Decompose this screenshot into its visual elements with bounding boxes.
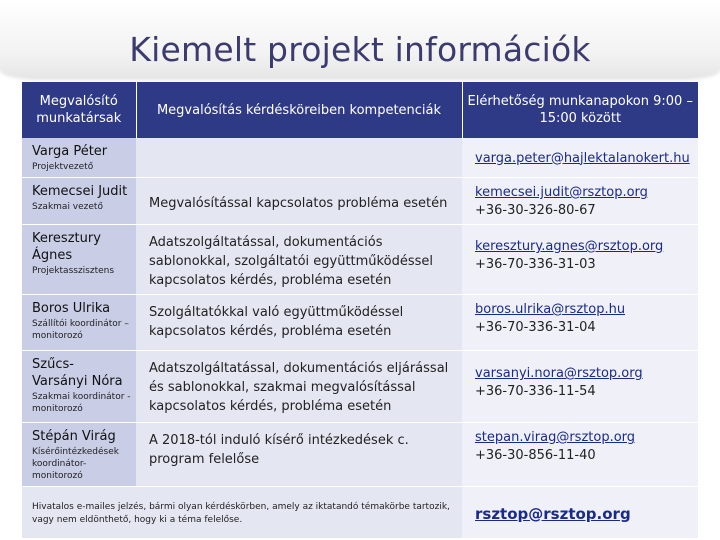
- competence-cell: Megvalósítással kapcsolatos probléma esetén: [136, 178, 462, 225]
- competence-cell: [136, 138, 462, 178]
- staff-cell: [22, 178, 136, 225]
- staff-role: Kísérőintézkedések koordinátor- monitorozó: [32, 447, 119, 481]
- email-link[interactable]: kemecsei.judit@rsztop.org: [475, 185, 648, 200]
- header-staff: Megvalósító munkatársak: [22, 82, 136, 138]
- header-competence: Megvalósítás kérdésköreiben kompetenciák: [136, 82, 462, 138]
- staff-role: Projektasszisztens: [32, 266, 115, 276]
- table-row: [22, 351, 698, 423]
- staff-name: Varga Péter: [32, 144, 108, 159]
- header-availability: Elérhetőség munkanapokon 9:00 – 15:00 között: [462, 82, 698, 138]
- staff-role: Szakmai koordinátor - monitorozó: [32, 392, 131, 414]
- contact-cell: [462, 351, 698, 423]
- phone-number: +36-70-336-11-54: [475, 384, 596, 399]
- email-link[interactable]: boros.ulrika@rsztop.hu: [475, 302, 626, 317]
- footer-contact-cell: [462, 487, 698, 539]
- staff-cell: [22, 225, 136, 295]
- staff-role: Szakmai vezető: [32, 202, 103, 212]
- contact-table: [22, 82, 698, 539]
- footer-note-cell: [22, 487, 462, 539]
- contact-cell: [462, 138, 698, 178]
- staff-cell: [22, 295, 136, 351]
- email-link[interactable]: varga.peter@hajlektalanokert.hu: [475, 150, 690, 166]
- staff-cell: [22, 351, 136, 423]
- phone-number: +36-70-336-31-04: [475, 320, 596, 335]
- table-header-row: [22, 82, 698, 138]
- footer-note: Hivatalos e-mailes jelzés, bármi olyan kérdéskörben, amely az iktatandó témakörbe tartozik, vagy nem eldönthető, hogy ki a téma felelőse.: [32, 502, 450, 525]
- table-row: [22, 423, 698, 487]
- staff-name: Szűcs- Varsányi Nóra: [32, 357, 123, 389]
- page-title: Kiemelt projekt információk: [129, 30, 591, 69]
- general-email-link[interactable]: rsztop@rsztop.org: [475, 504, 631, 523]
- table-footer-row: [22, 487, 698, 539]
- staff-name: Kemecsei Judit: [32, 184, 128, 199]
- table-row: [22, 295, 698, 351]
- phone-number: +36-30-326-80-67: [475, 203, 596, 218]
- competence-cell: Adatszolgáltatással, dokumentációs sablonokkal, szolgáltatói együttműködéssel kapcsolatos kérdés, probléma esetén: [136, 225, 462, 295]
- staff-cell: [22, 423, 136, 487]
- contact-cell: [462, 423, 698, 487]
- contact-cell: [462, 178, 698, 225]
- staff-name: Stépán Virág: [32, 429, 116, 444]
- staff-role: Projektvezető: [32, 162, 94, 172]
- staff-cell: [22, 138, 136, 178]
- table-row: [22, 138, 698, 178]
- staff-name: Keresztury Ágnes: [32, 231, 101, 263]
- email-link[interactable]: keresztury.agnes@rsztop.org: [475, 239, 664, 254]
- email-link[interactable]: varsanyi.nora@rsztop.org: [475, 366, 643, 381]
- staff-name: Boros Ulrika: [32, 301, 111, 316]
- table-row: [22, 225, 698, 295]
- contact-cell: [462, 295, 698, 351]
- table-row: [22, 178, 698, 225]
- email-link[interactable]: stepan.virag@rsztop.org: [475, 430, 636, 445]
- competence-cell: Adatszolgáltatással, dokumentációs eljárással és sablonokkal, szakmai megvalósítással kapcsolatos kérdés, probléma esetén: [136, 351, 462, 423]
- phone-number: +36-70-336-31-03: [475, 257, 596, 272]
- competence-cell: A 2018-tól induló kísérő intézkedések c. program felelőse: [136, 423, 462, 487]
- staff-role: Szállítói koordinátor – monitorozó: [32, 319, 129, 341]
- contact-cell: [462, 225, 698, 295]
- competence-cell: Szolgáltatókkal való együttműködéssel kapcsolatos kérdés, probléma esetén: [136, 295, 462, 351]
- phone-number: +36-30-856-11-40: [475, 448, 596, 463]
